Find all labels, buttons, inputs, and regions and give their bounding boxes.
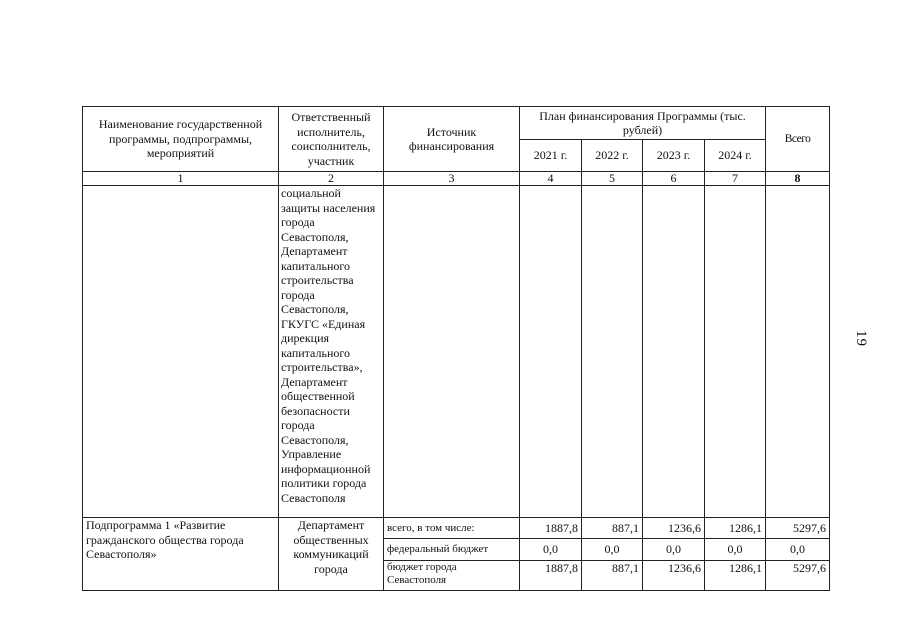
executor-line: Управление bbox=[281, 447, 342, 461]
empty-cell bbox=[582, 186, 643, 518]
header-total: Всего bbox=[766, 107, 830, 172]
value-2022: 0,0 bbox=[582, 539, 643, 561]
column-number: 4 bbox=[520, 172, 582, 186]
empty-cell bbox=[384, 186, 520, 518]
header-financing-plan: План финансирования Программы (тыс. рублей) bbox=[520, 107, 766, 140]
executor-line: безопасности bbox=[281, 403, 350, 418]
executor-line: строительства», bbox=[281, 360, 363, 374]
financing-table bbox=[82, 106, 830, 591]
empty-cell bbox=[705, 186, 766, 518]
value-2024: 0,0 bbox=[705, 539, 766, 561]
executor-line: общественной bbox=[281, 389, 355, 403]
value-2024: 1286,1 bbox=[705, 561, 766, 591]
value-2021: 1887,8 bbox=[520, 561, 582, 591]
value-total: 5297,6 bbox=[766, 561, 830, 591]
executor-line: ГКУГС «Единая bbox=[281, 316, 366, 331]
header-funding-source: Источник финансирования bbox=[384, 107, 520, 172]
continuation-row bbox=[83, 186, 830, 518]
executor-line: города bbox=[281, 287, 315, 302]
value-2024: 1286,1 bbox=[705, 518, 766, 539]
value-total: 5297,6 bbox=[766, 518, 830, 539]
executor-line: Департамент bbox=[281, 374, 348, 389]
column-number: 6 bbox=[643, 172, 705, 186]
empty-cell bbox=[83, 186, 279, 518]
header-executor: Ответственный исполнитель, соисполнитель, участник bbox=[279, 107, 384, 172]
executor-line: политики города bbox=[281, 476, 367, 490]
column-number: 5 bbox=[582, 172, 643, 186]
executor-line: города bbox=[281, 418, 315, 432]
funding-source: федеральный бюджет bbox=[384, 539, 520, 561]
executor-line: дирекция bbox=[281, 331, 330, 345]
empty-cell bbox=[766, 186, 830, 518]
column-number-row bbox=[83, 172, 830, 186]
continued-executors-list bbox=[279, 186, 384, 518]
funding-source: бюджет города Севастополя bbox=[384, 561, 520, 591]
executor-line: Севастополя bbox=[281, 490, 346, 505]
executor-line: строительства bbox=[281, 273, 354, 287]
header-row-1 bbox=[83, 107, 830, 140]
empty-cell bbox=[643, 186, 705, 518]
column-number: 8 bbox=[766, 172, 830, 186]
header-year-2021: 2021 г. bbox=[520, 140, 582, 172]
empty-cell bbox=[520, 186, 582, 518]
column-number: 7 bbox=[705, 172, 766, 186]
executor-line: капитального bbox=[281, 345, 350, 360]
header-year-2024: 2024 г. bbox=[705, 140, 766, 172]
value-2022: 887,1 bbox=[582, 561, 643, 591]
subprogram-row-total bbox=[83, 518, 830, 539]
executor-line: Департамент bbox=[281, 244, 348, 258]
value-2023: 1236,6 bbox=[643, 518, 705, 539]
column-number: 2 bbox=[279, 172, 384, 186]
value-total: 0,0 bbox=[766, 539, 830, 561]
executor-line: информационной bbox=[281, 461, 371, 476]
executor-line: Севастополя, bbox=[281, 229, 349, 244]
value-2023: 0,0 bbox=[643, 539, 705, 561]
header-year-2022: 2022 г. bbox=[582, 140, 643, 172]
executor-line: Севастополя, bbox=[281, 302, 349, 316]
column-number: 3 bbox=[384, 172, 520, 186]
funding-source: всего, в том числе: bbox=[384, 518, 520, 539]
executor-line: защиты населения bbox=[281, 200, 376, 215]
column-number: 1 bbox=[83, 172, 279, 186]
subprogram-executor: Департамент общественных коммуникаций города bbox=[279, 518, 384, 591]
executor-line: капитального bbox=[281, 258, 350, 273]
value-2022: 887,1 bbox=[582, 518, 643, 539]
executor-line: города bbox=[281, 215, 315, 229]
executor-line: Севастополя, bbox=[281, 432, 349, 447]
executor-line: социальной bbox=[281, 186, 341, 200]
value-2023: 1236,6 bbox=[643, 561, 705, 591]
subprogram-name: Подпрограмма 1 «Развитие гражданского общества города Севастополя» bbox=[83, 518, 279, 591]
value-2021: 1887,8 bbox=[520, 518, 582, 539]
header-year-2023: 2023 г. bbox=[643, 140, 705, 172]
value-2021: 0,0 bbox=[520, 539, 582, 561]
header-program-name: Наименование государственной программы, подпрограммы, мероприятий bbox=[83, 107, 279, 172]
page-number: 19 bbox=[853, 330, 869, 347]
